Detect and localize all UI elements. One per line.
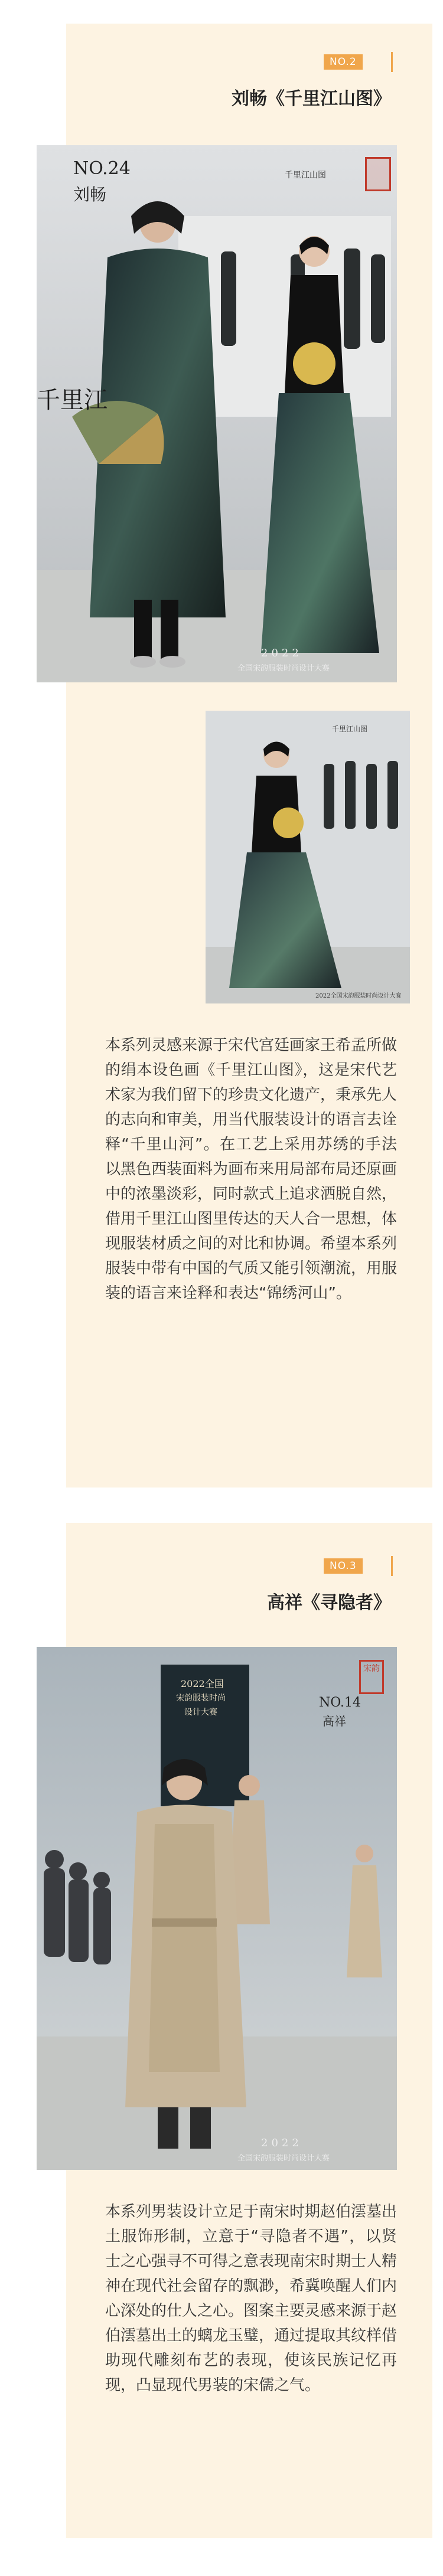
secondary-backdrop-title: 千里江山图 [332, 725, 368, 733]
runway-photo-main [37, 145, 397, 682]
runway-photo-secondary [206, 711, 410, 1003]
banner-year: 2022全国 [181, 1678, 224, 1689]
secondary-photo-caption: 2022全国宋韵服装时尚设计大赛 [315, 993, 402, 999]
section-description: 本系列男装设计立足于南宋时期赵伯澐墓出土服饰形制，立意于“寻隐者不遇”，以贤士之心强寻不可得之意表现南宋时期士人精神在现代社会留存的飘渺，希冀唤醒人们内心深处的仕人之心。图案主要灵感来源于赵伯澐墓出土的螭龙玉璧，通过提取其纹样借助现代雕刻布艺的表现，使该民族记忆再现，凸显现代男装的宋儒之气。 [105, 2203, 398, 2394]
photo-year: 2022 [261, 2137, 302, 2149]
model-number: NO.14 [319, 1695, 361, 1710]
photo-caption: 全国宋韵服装时尚设计大赛 [237, 2154, 330, 2163]
section-number-badge: NO.3 [324, 1558, 363, 1574]
badge-accent-line [391, 52, 393, 72]
designer-name: 高祥 [323, 1714, 346, 1728]
section-description: 本系列灵感来源于宋代宫廷画家王希孟所做的绢本设色画《千里江山图》，这是宋代艺术家为我们留下的珍贵文化遗产，秉承先人的志向和审美，用当代服装设计的语言去诠释“千里山河”。在工艺上采用苏绣的手法以黑色西装面料为画布来用局部布局还原画中的浓墨淡彩，同时款式上追求洒脱自然，借用千里江山图里传达的天人合一思想，体现服装材质之间的对比和协调。希望本系列服装中带有中国的气质又能引领潮流，用服装的语言来诠释和表达“锦绣河山”。 [105, 1037, 398, 1302]
red-seal-stamp [365, 157, 391, 191]
designer-name: 刘畅 [73, 185, 107, 204]
photo-caption: 全国宋韵服装时尚设计大赛 [237, 664, 330, 673]
side-backdrop-label: 千里江 [37, 387, 108, 414]
badge-accent-line [391, 1556, 393, 1576]
backdrop-title: 千里江山图 [285, 171, 326, 180]
photo-year: 2022 [261, 647, 302, 659]
banner-line: 宋韵服装时尚 [176, 1694, 226, 1703]
red-seal-stamp: 宋韵 [359, 1660, 384, 1694]
runway-photo-secondary-image [206, 711, 410, 1003]
section-number-badge: NO.2 [324, 54, 363, 70]
runway-photo-main [37, 1647, 397, 2170]
model-number: NO.24 [73, 158, 131, 179]
section-title: 高祥《寻隐者》 [267, 1593, 391, 1613]
banner-line: 设计大赛 [184, 1708, 217, 1717]
section-title: 刘畅《千里江山图》 [232, 89, 391, 109]
